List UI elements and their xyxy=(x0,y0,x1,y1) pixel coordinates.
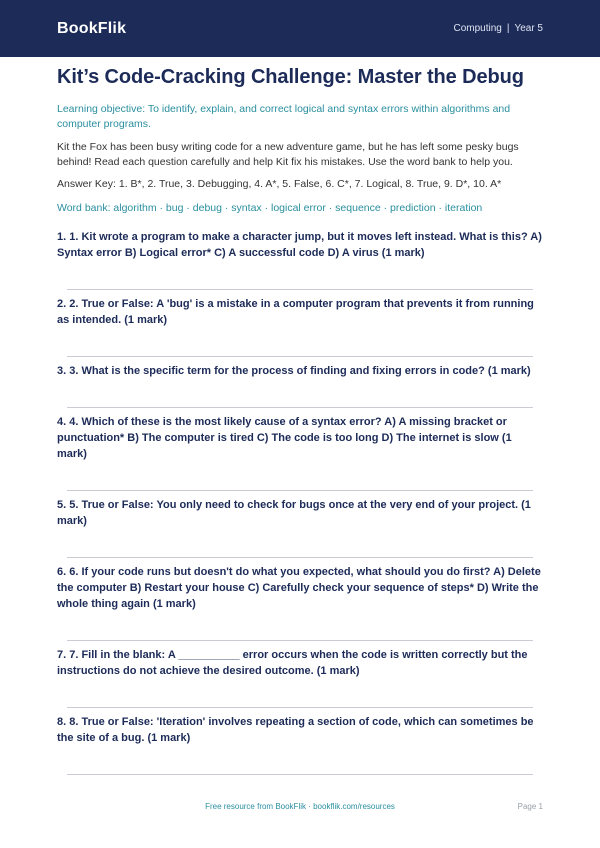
question-7 xyxy=(57,647,543,714)
intro-text: Kit the Fox has been busy writing code for a new adventure game, but he has left some pesky bugs behind! Read each question carefully and help Kit fix his mistakes. Use the word bank to help you. xyxy=(57,141,519,168)
page-header xyxy=(0,0,600,57)
meta-separator: | xyxy=(506,23,510,34)
answer-key: Answer Key: 1. B*, 2. True, 3. Debugging, 4. A*, 5. False, 6. C*, 7. Logical, 8. True, 9. D*, 10. A* xyxy=(57,178,502,190)
question-text: 1. 1. Kit wrote a program to make a character jump, but it moves left instead. What is this? A) Syntax error B) Logical error* C) A successful code D) A virus (1 mark) xyxy=(57,231,542,259)
worksheet-body xyxy=(57,64,543,781)
subject-year xyxy=(453,23,543,34)
page-number: Page 1 xyxy=(517,802,543,811)
question-list xyxy=(57,229,543,781)
answer-line[interactable] xyxy=(67,289,533,290)
question-3 xyxy=(57,363,543,414)
question-2 xyxy=(57,296,543,363)
question-text: 8. 8. True or False: 'Iteration' involves repeating a section of code, which can sometimes be the site of a bug. (1 mark) xyxy=(57,716,534,744)
answer-line[interactable] xyxy=(67,707,533,708)
question-6 xyxy=(57,564,543,647)
footer-source-link[interactable]: Free resource from BookFlik · bookflik.com/resources xyxy=(205,802,395,811)
answer-line[interactable] xyxy=(67,490,533,491)
learning-objective: Learning objective: To identify, explain, and correct logical and syntax errors within algorithms and computer programs. xyxy=(57,103,511,130)
answer-line[interactable] xyxy=(67,407,533,408)
answer-line[interactable] xyxy=(67,356,533,357)
answer-line[interactable] xyxy=(67,557,533,558)
question-1 xyxy=(57,229,543,296)
subject-label: Computing xyxy=(453,23,502,34)
question-text: 6. 6. If your code runs but doesn't do what you expected, what should you do first? A) Delete the computer B) Restart your house C) Carefully check your sequence of steps* D) Write the whole thing again (1 mark) xyxy=(57,566,541,610)
question-5 xyxy=(57,497,543,564)
question-text: 2. 2. True or False: A 'bug' is a mistake in a computer program that prevents it from running as intended. (1 mark) xyxy=(57,298,534,326)
question-text: 3. 3. What is the specific term for the process of finding and fixing errors in code? (1 mark) xyxy=(57,365,531,377)
question-4 xyxy=(57,414,543,497)
question-8 xyxy=(57,714,543,781)
answer-line[interactable] xyxy=(67,640,533,641)
question-text: 7. 7. Fill in the blank: A __________ error occurs when the code is written correctly but the instructions do not achieve the desired outcome. (1 mark) xyxy=(57,649,528,677)
question-text: 4. 4. Which of these is the most likely cause of a syntax error? A) A missing bracket or punctuation* B) The computer is tired C) The code is too long D) The internet is slow (1 mark) xyxy=(57,416,512,460)
word-bank: Word bank: algorithm · bug · debug · syntax · logical error · sequence · prediction · iteration xyxy=(57,202,483,214)
answer-line[interactable] xyxy=(67,774,533,775)
page-title: Kit’s Code-Cracking Challenge: Master the Debug xyxy=(57,66,524,88)
brand-logo: BookFlik xyxy=(57,19,127,37)
year-label: Year 5 xyxy=(514,23,543,34)
page-footer xyxy=(57,802,543,811)
question-text: 5. 5. True or False: You only need to check for bugs once at the very end of your project. (1 mark) xyxy=(57,499,531,527)
